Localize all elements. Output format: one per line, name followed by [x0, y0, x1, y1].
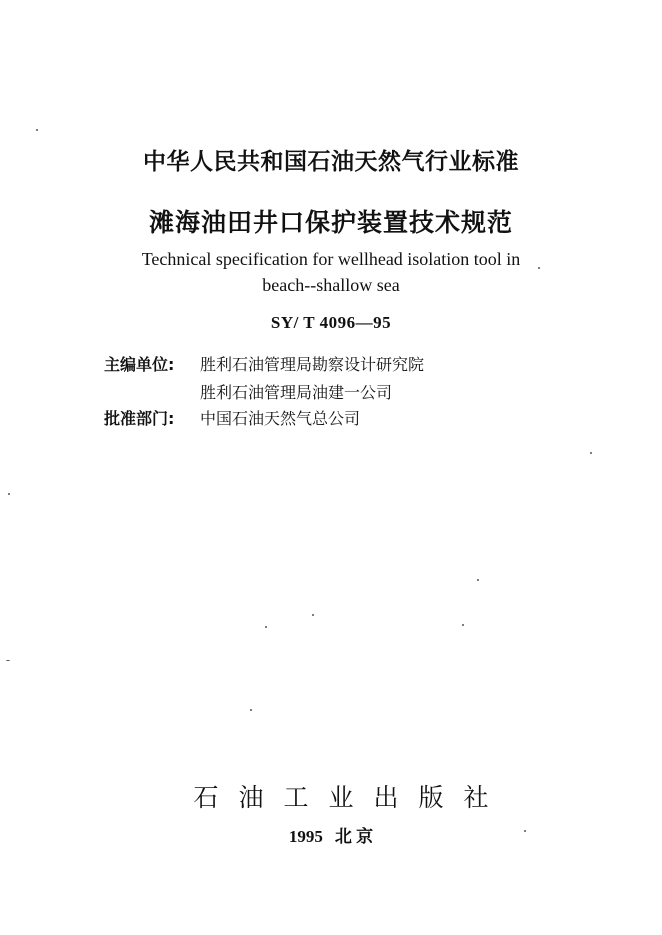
english-title-line2: beach--shallow sea [262, 275, 400, 295]
scan-speck [462, 624, 464, 626]
standard-code: SY/ T 4096—95 [270, 313, 392, 332]
scan-speck [8, 493, 10, 495]
scan-speck [36, 129, 38, 131]
drafting-unit-row-2 [104, 380, 392, 403]
scan-speck [538, 267, 540, 269]
english-title-line1: Technical specification for wellhead isolation tool in [141, 249, 521, 269]
approving-dept-row [104, 406, 360, 429]
chinese-title: 滩海油田井口保护装置技术规范 [148, 208, 513, 237]
drafting-unit-1: 胜利石油管理局勘察设计研究院 [200, 355, 425, 374]
approving-dept-value: 中国石油天然气总公司 [200, 409, 361, 428]
publisher-name: 石油工业出版社 [193, 783, 509, 812]
publication-info [0, 822, 662, 847]
scan-speck [524, 830, 526, 832]
scan-speck [6, 660, 10, 661]
drafting-unit-2: 胜利石油管理局油建一公司 [200, 383, 393, 402]
drafting-units-label: 主编单位: [104, 355, 175, 374]
scan-speck [250, 709, 252, 711]
publication-place: 北 京 [334, 827, 374, 846]
standard-header: 中华人民共和国石油天然气行业标准 [143, 149, 519, 175]
publication-year: 1995 [288, 827, 323, 846]
approving-dept-label: 批准部门: [104, 409, 175, 428]
scan-speck [477, 579, 479, 581]
scan-speck [590, 452, 592, 454]
drafting-unit-row-1 [104, 352, 424, 375]
scan-speck [312, 614, 314, 616]
scan-speck [265, 626, 267, 628]
